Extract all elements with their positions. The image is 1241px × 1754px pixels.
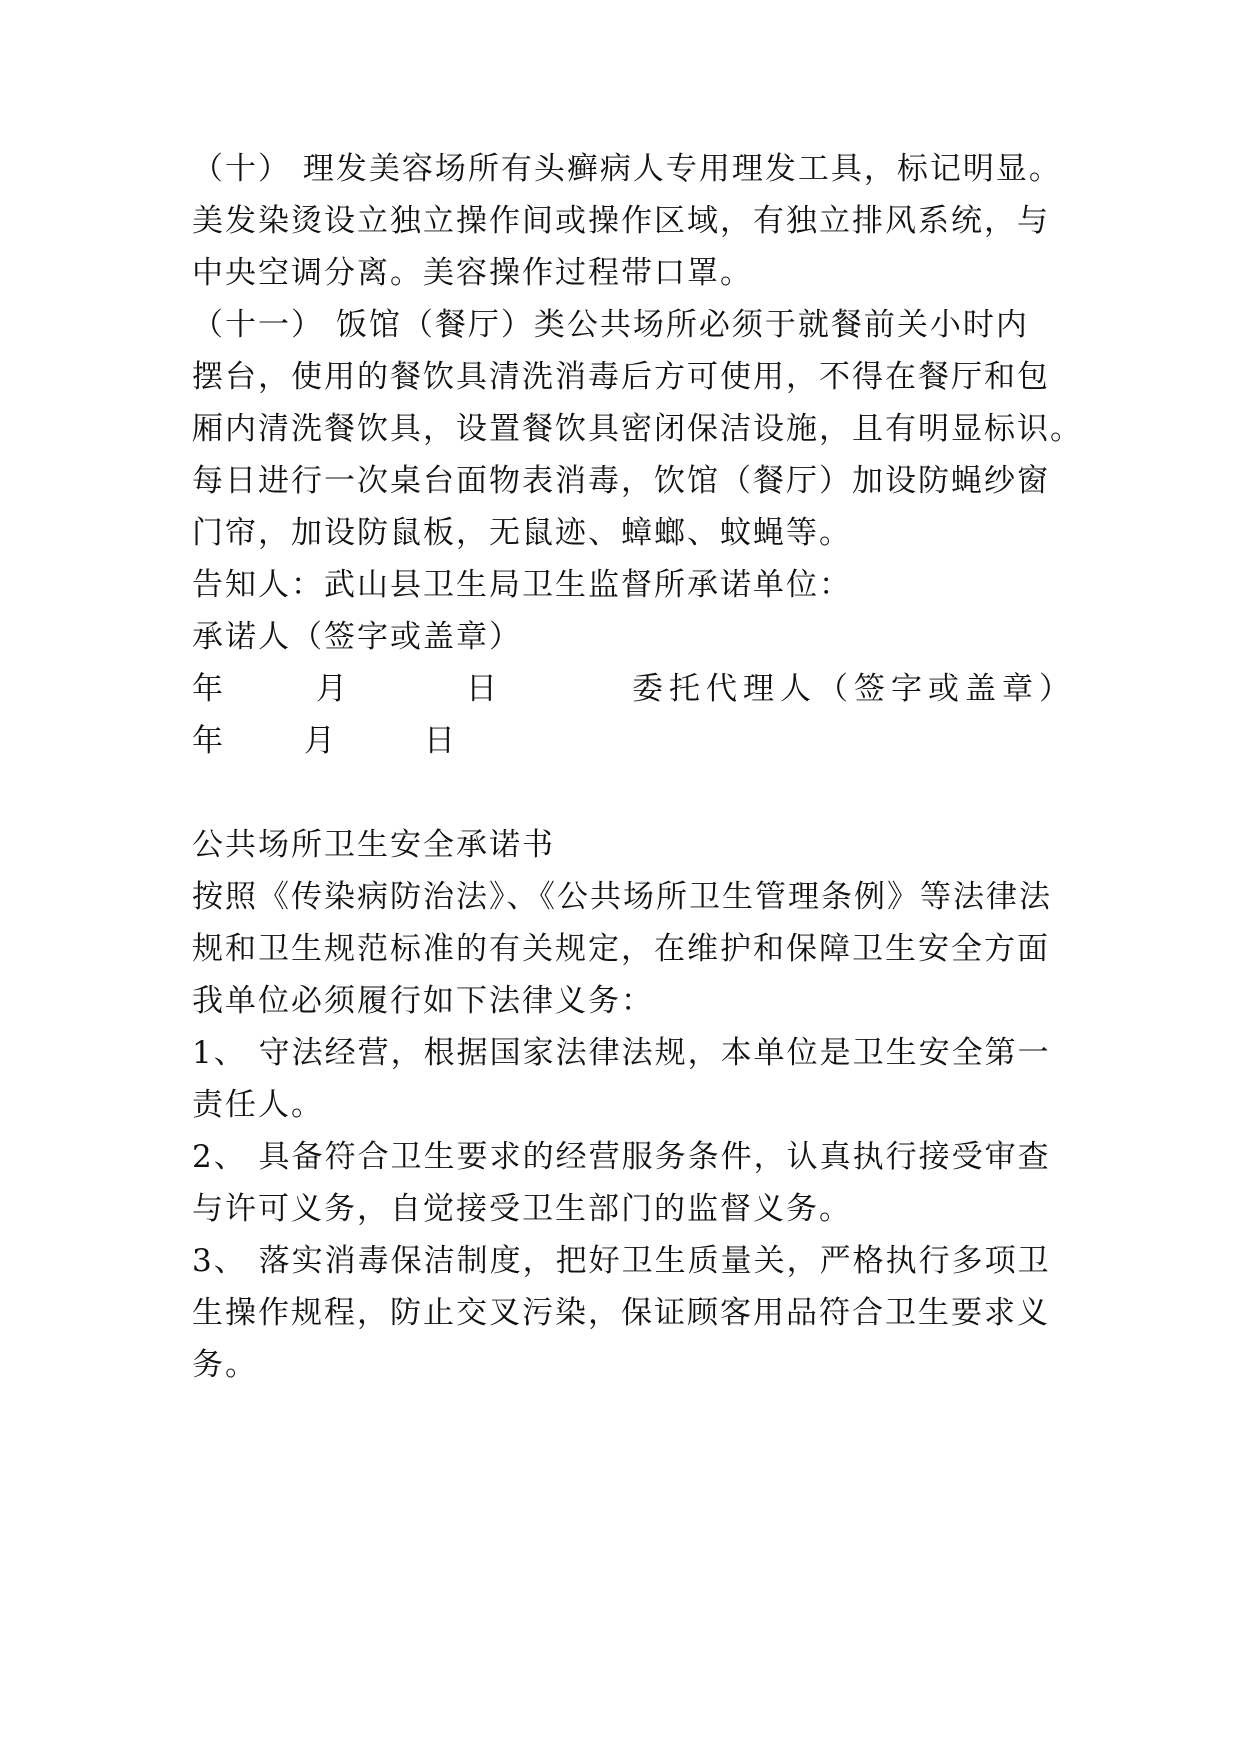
paragraph-line: 生操作规程，防止交叉污染，保证顾客用品符合卫生要求义 — [192, 1295, 1050, 1331]
paragraph-line: 按照《传染病防治法》、《公共场所卫生管理条例》等法律法 — [192, 879, 1052, 915]
month-label: 月 — [304, 723, 337, 759]
paragraph-line: （十） 理发美容场所有头癣病人专用理发工具，标记明显。 — [192, 151, 1062, 187]
paragraph-line: 3、 落实消毒保洁制度，把好卫生质量关，严格执行多项卫 — [192, 1243, 1051, 1279]
year-label: 年 — [192, 671, 225, 707]
paragraph-line: 责任人。 — [192, 1087, 324, 1123]
paragraph-line: 2、 具备符合卫生要求的经营服务条件，认真执行接受审查 — [192, 1139, 1051, 1175]
agent-signature-label: 委托代理人（签字或盖章） — [632, 671, 1076, 707]
paragraph-line: 每日进行一次桌台面物表消毒，饮馆（餐厅）加设防蝇纱窗 — [192, 463, 1050, 499]
document-title: 公共场所卫生安全承诺书 — [192, 827, 555, 863]
paragraph-line: 规和卫生规范标准的有关规定，在维护和保障卫生安全方面 — [192, 931, 1050, 967]
paragraph-line: 1、 守法经营，根据国家法律法规，本单位是卫生安全第一 — [192, 1035, 1051, 1071]
paragraph-line: 中央空调分离。美容操作过程带口罩。 — [192, 255, 753, 291]
day-label: 日 — [424, 723, 457, 759]
paragraph-line: 摆台，使用的餐饮具清洗消毒后方可使用，不得在餐厅和包 — [192, 359, 1050, 395]
notifier-line: 告知人：武山县卫生局卫生监督所承诺单位： — [192, 567, 852, 603]
paragraph-line: 与许可义务，自觉接受卫生部门的监督义务。 — [192, 1191, 852, 1227]
day-label: 日 — [466, 671, 499, 707]
month-label: 月 — [316, 671, 349, 707]
paragraph-line: 门帘，加设防鼠板，无鼠迹、蟑螂、蚊蝇等。 — [192, 515, 852, 551]
paragraph-line: 我单位必须履行如下法律义务： — [192, 983, 654, 1019]
year-label: 年 — [192, 723, 225, 759]
paragraph-line: 厢内清洗餐饮具，设置餐饮具密闭保洁设施，且有明显标识。 — [192, 411, 1083, 447]
promisor-line: 承诺人（签字或盖章） — [192, 619, 522, 655]
paragraph-line: （十一） 饭馆（餐厅）类公共场所必须于就餐前关小时内 — [192, 307, 1029, 343]
paragraph-line: 美发染烫设立独立操作间或操作区域，有独立排风系统，与 — [192, 203, 1050, 239]
paragraph-line: 务。 — [192, 1347, 258, 1383]
